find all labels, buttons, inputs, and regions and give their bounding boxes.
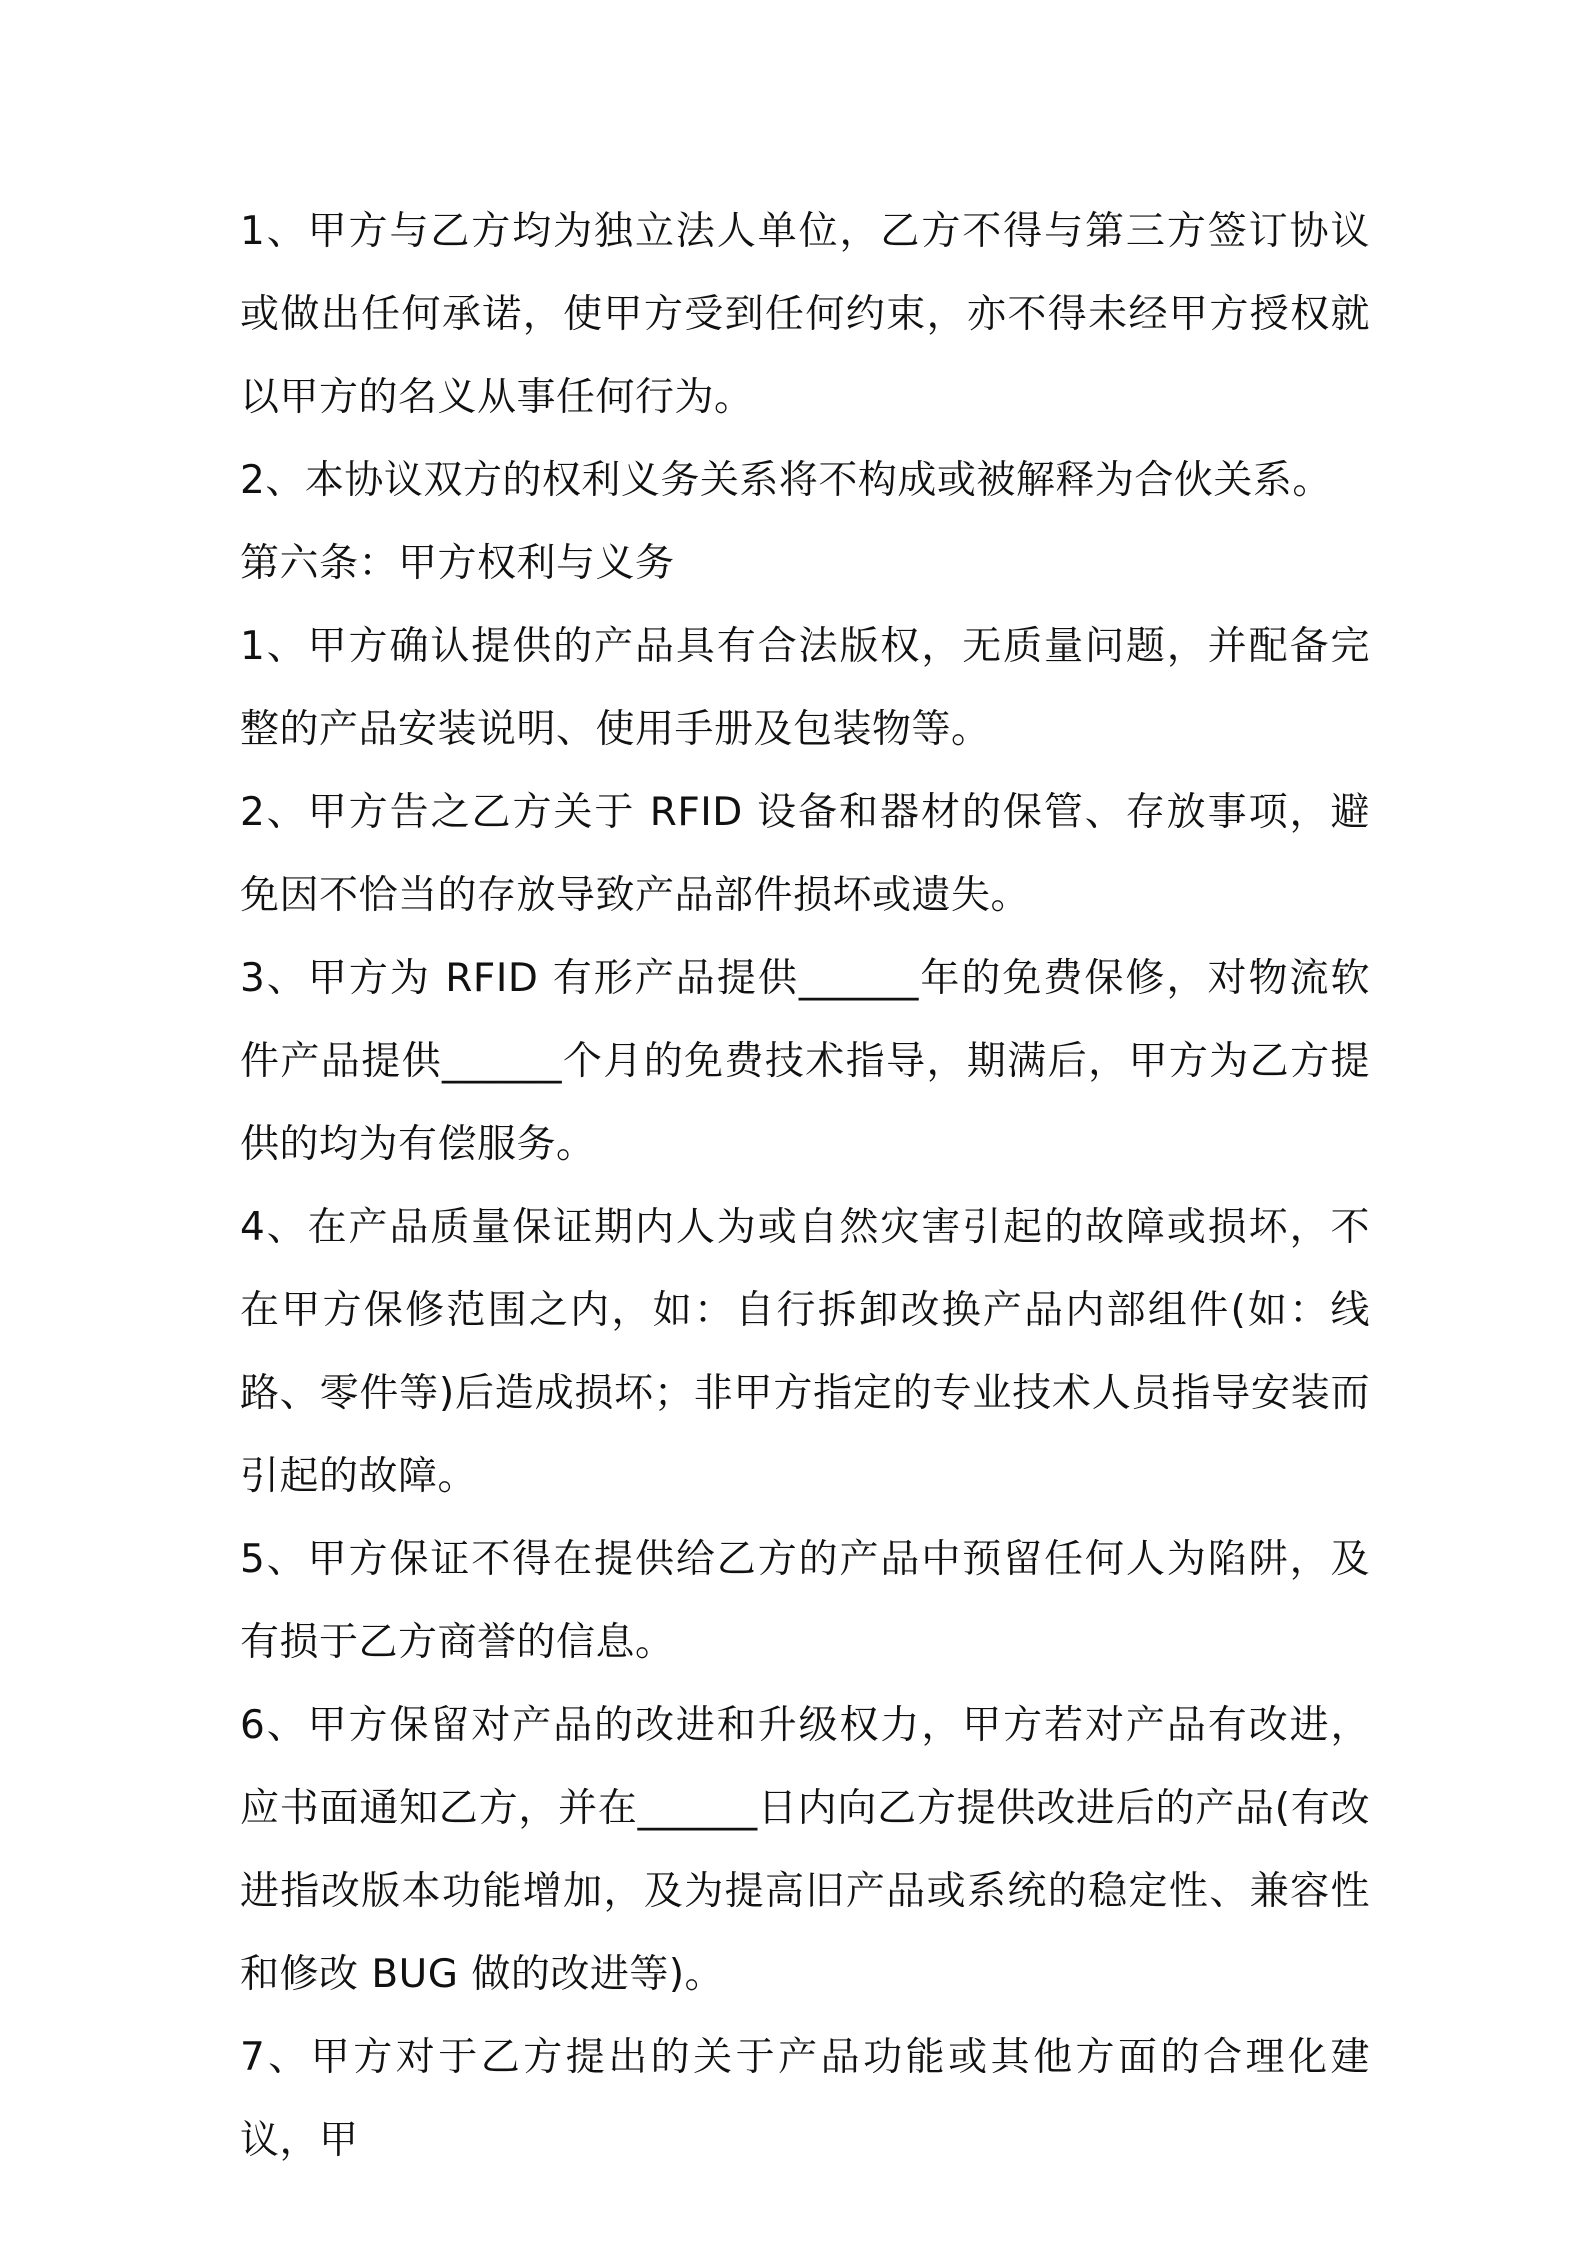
paragraph-clause-5-2: 2、本协议双方的权利义务关系将不构成或被解释为合伙关系。 <box>240 458 1332 503</box>
section-heading-article-6: 第六条：甲方权利与义务 <box>240 541 675 586</box>
paragraph-clause-6-4: 4、在产品质量保证期内人为或自然灾害引起的故障或损坏，不在甲方保修范围之内，如：自行拆卸改换产品内部组件(如：线路、零件等)后造成损坏；非甲方指定的专业技术人员指导安装而引起的故障。 <box>240 1205 1370 1499</box>
paragraph-clause-6-5: 5、甲方保证不得在提供给乙方的产品中预留任何人为陷阱，及有损于乙方商誉的信息。 <box>240 1537 1370 1665</box>
paragraph-clause-6-3: 3、甲方为 RFID 有形产品提供______年的免费保修，对物流软件产品提供______个月的免费技术指导，期满后，甲方为乙方提供的均为有偿服务。 <box>240 956 1370 1167</box>
paragraph-clause-5-1: 1、甲方与乙方均为独立法人单位，乙方不得与第三方签订协议或做出任何承诺，使甲方受到任何约束，亦不得未经甲方授权就以甲方的名义从事任何行为。 <box>240 209 1370 420</box>
paragraph-clause-6-7: 7、甲方对于乙方提出的关于产品功能或其他方面的合理化建议，甲 <box>240 2035 1370 2163</box>
document-body <box>240 190 1370 2182</box>
paragraph-clause-6-1: 1、甲方确认提供的产品具有合法版权，无质量问题，并配备完整的产品安装说明、使用手册及包装物等。 <box>240 624 1370 752</box>
paragraph-clause-6-6: 6、甲方保留对产品的改进和升级权力，甲方若对产品有改进，应书面通知乙方，并在______日内向乙方提供改进后的产品(有改进指改版本功能增加，及为提高旧产品或系统的稳定性、兼容性和修改 BUG 做的改进等)。 <box>240 1703 1370 1997</box>
paragraph-clause-6-2: 2、甲方告之乙方关于 RFID 设备和器材的保管、存放事项，避免因不恰当的存放导致产品部件损坏或遗失。 <box>240 790 1370 918</box>
